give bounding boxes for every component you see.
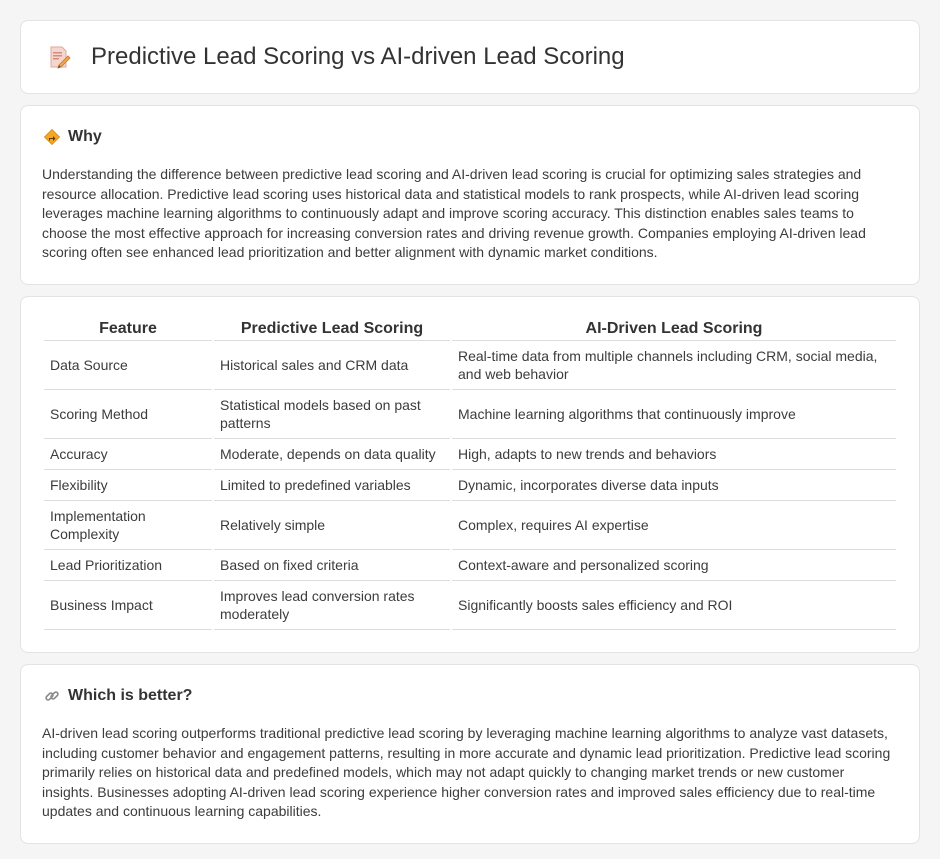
predictive-cell: Relatively simple (214, 501, 450, 550)
page-title: Predictive Lead Scoring vs AI-driven Lead Scoring (91, 43, 625, 70)
link-icon (44, 688, 60, 704)
predictive-cell: Historical sales and CRM data (214, 341, 450, 390)
feature-cell: Implementation Complexity (44, 501, 212, 550)
ai-driven-cell: Dynamic, incorporates diverse data inputs (452, 470, 896, 501)
table-header-row (44, 317, 896, 341)
why-header (44, 128, 898, 146)
ai-driven-cell: Machine learning algorithms that continuously improve (452, 390, 896, 439)
feature-cell: Flexibility (44, 470, 212, 501)
better-section (20, 664, 920, 844)
why-section (20, 105, 920, 285)
better-header (44, 687, 898, 705)
table-row (44, 550, 896, 581)
column-header-predictive: Predictive Lead Scoring (214, 317, 450, 341)
feature-cell: Data Source (44, 341, 212, 390)
diamond-sign-icon (44, 129, 60, 145)
predictive-cell: Improves lead conversion rates moderately (214, 581, 450, 630)
header-card (20, 20, 920, 94)
comparison-table-card (20, 296, 920, 653)
predictive-cell: Moderate, depends on data quality (214, 439, 450, 470)
feature-cell: Accuracy (44, 439, 212, 470)
ai-driven-cell: Real-time data from multiple channels including CRM, social media, and web behavior (452, 341, 896, 390)
ai-driven-cell: Complex, requires AI expertise (452, 501, 896, 550)
predictive-cell: Based on fixed criteria (214, 550, 450, 581)
table-row (44, 439, 896, 470)
feature-cell: Scoring Method (44, 390, 212, 439)
feature-cell: Business Impact (44, 581, 212, 630)
comparison-table (42, 317, 898, 630)
table-row (44, 390, 896, 439)
ai-driven-cell: Significantly boosts sales efficiency and ROI (452, 581, 896, 630)
column-header-feature: Feature (44, 317, 212, 341)
why-title: Why (68, 128, 102, 145)
document-pencil-icon (47, 45, 71, 69)
predictive-cell: Statistical models based on past patterns (214, 390, 450, 439)
why-text: Understanding the difference between predictive lead scoring and AI-driven lead scoring is crucial for optimizing sales strategies and resource allocation. Predictive lead scoring uses historical data and statistical models to rank prospects, while AI-driven lead scoring leverages machine learning algorithms to continuously adapt and improve scoring accuracy. This distinction enables sales teams to choose the most effective approach for increasing conversion rates and driving revenue growth. Companies employing AI-driven lead scoring often see enhanced lead prioritization and better alignment with dynamic market conditions. (42, 166, 866, 261)
column-header-ai-driven: AI-Driven Lead Scoring (452, 317, 896, 341)
better-title: Which is better? (68, 686, 193, 704)
table-row (44, 501, 896, 550)
table-row (44, 470, 896, 501)
better-text: AI-driven lead scoring outperforms traditional predictive lead scoring by leveraging machine learning algorithms to analyze vast datasets, including customer behavior and engagement patterns, resulting in more accurate and dynamic lead prioritization. Predictive lead scoring primarily relies on historical data and predefined models, which may not adapt quickly to changing market trends or new customer insights. Businesses adopting AI-driven lead scoring experience higher conversion rates and improved sales efficiency due to real-time updates and continuous learning capabilities. (42, 724, 891, 820)
ai-driven-cell: Context-aware and personalized scoring (452, 550, 896, 581)
ai-driven-cell: High, adapts to new trends and behaviors (452, 439, 896, 470)
table-row (44, 581, 896, 630)
feature-cell: Lead Prioritization (44, 550, 212, 581)
predictive-cell: Limited to predefined variables (214, 470, 450, 501)
table-row (44, 341, 896, 390)
